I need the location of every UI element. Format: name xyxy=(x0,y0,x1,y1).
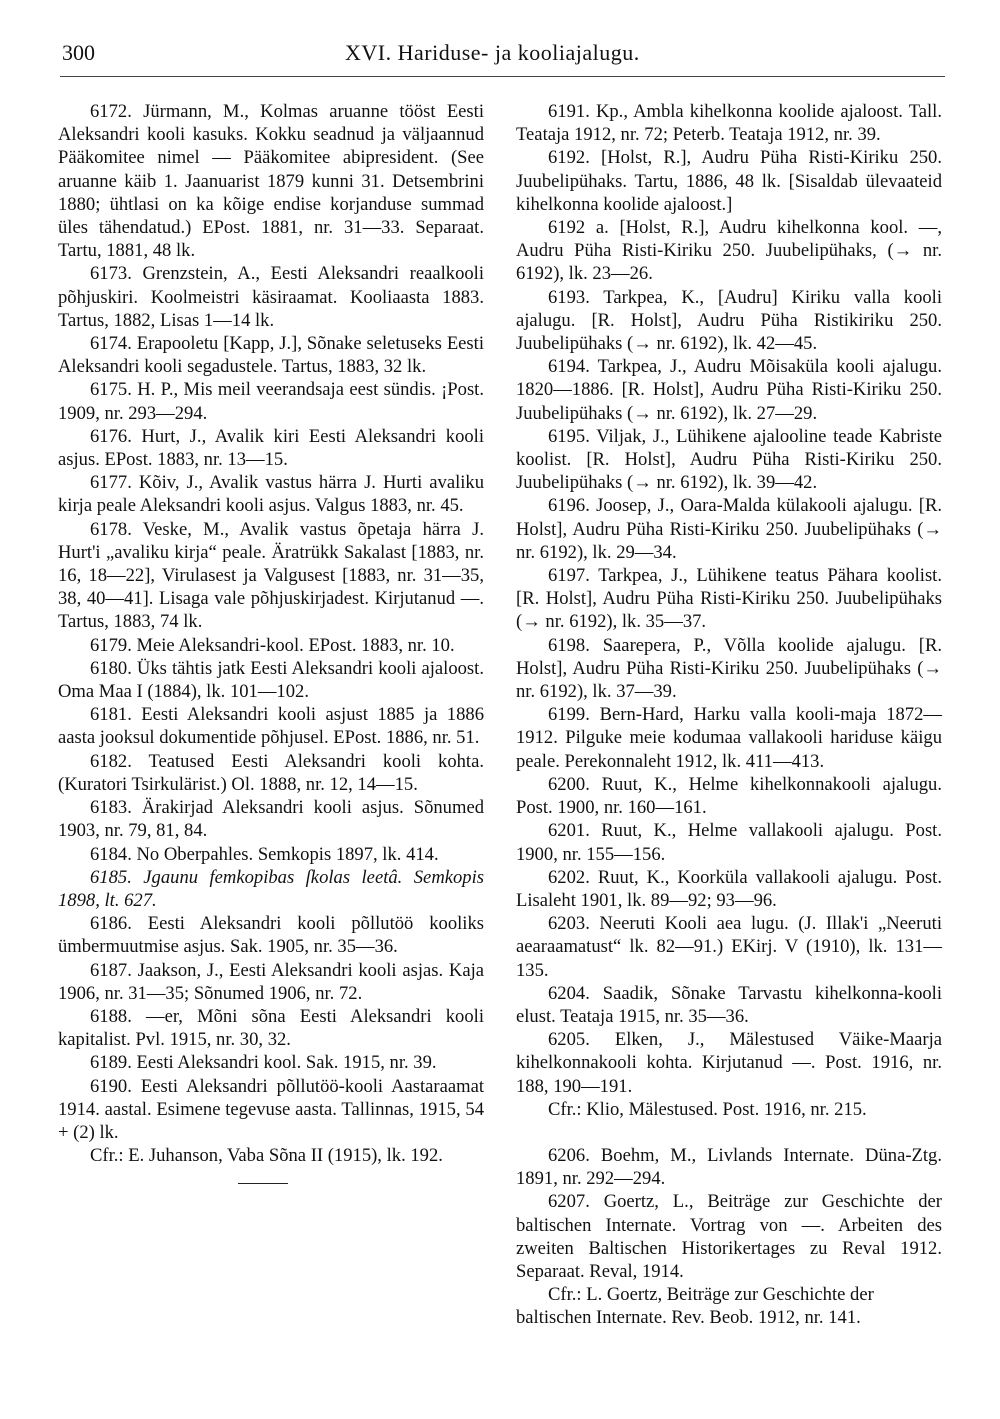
entry-6191: 6191. Kp., Ambla kihelkonna koolide ajaloost. Tall. Teataja 1912, nr. 72; Peterb. Teataja 1912, nr. 39. xyxy=(516,101,942,146)
entry-6192a: 6192 a. [Holst, R.], Audru kihelkonna kool. —, Audru Püha Risti-Kiriku 250. Juubelipühaks, (→ nr. 6192), lk. 23—26. xyxy=(516,217,942,285)
entry-6196: 6196. Joosep, J., Oara-Malda külakooli ajalugu. [R. Holst], Audru Püha Risti-Kiriku 250. Juubelipühaks (→ nr. 6192), lk. 29—34. xyxy=(516,495,942,563)
entry-6195: 6195. Viljak, J., Lühikene ajalooline teade Kabriste koolist. [R. Holst], Audru Püha Risti-Kiriku 250. Juubelipühaks (→ nr. 6192), lk. 39—42. xyxy=(516,425,942,494)
page-number: 300 xyxy=(62,40,95,65)
left-column xyxy=(58,100,484,1184)
entry-6179: 6179. Meie Aleksandri-kool. EPost. 1883, nr. 10. xyxy=(90,634,455,656)
entry-6183: 6183. Ärakirjad Aleksandri kooli asjus. Sõnumed 1903, nr. 79, 81, 84. xyxy=(58,797,484,842)
section-end-rule xyxy=(238,1183,288,1184)
entry-6184: 6184. No Oberpahles. Semkopis 1897, lk. 414. xyxy=(90,843,439,865)
entry-6192: 6192. [Holst, R.], Audru Püha Risti-Kiriku 250. Juubelipühaks. Tartu, 1886, 48 lk. [Sisaldab ülevaateid kihelkonna koolide ajaloost.] xyxy=(516,147,942,215)
running-head: XVI. Hariduse- ja kooliajalugu. xyxy=(345,40,640,65)
entry-6174: 6174. Erapooletu [Kapp, J.], Sõnake seletuseks Eesti Aleksandri kooli segadustele. Tartus, 1883, 32 lk. xyxy=(58,333,484,378)
entry-6201: 6201. Ruut, K., Helme vallakooli ajalugu. Post. 1900, nr. 155—156. xyxy=(516,820,942,865)
entry-6190: 6190. Eesti Aleksandri põllutöö-kooli Aastaraamat 1914. aastal. Esimene tegevuse aasta. Tallinnas, 1915, 54 + (2) lk. xyxy=(58,1075,484,1143)
section-gap xyxy=(516,1121,942,1144)
header-rule xyxy=(60,76,945,77)
entry-6194: 6194. Tarkpea, J., Audru Mõisaküla kooli ajalugu. 1820—1886. [R. Holst], Audru Püha Risti-Kiriku 250. Juubelipühaks (→ nr. 6192), lk. 27—29. xyxy=(516,356,942,424)
entry-6206: 6206. Boehm, M., Livlands Internate. Düna-Ztg. 1891, nr. 292—294. xyxy=(516,1144,942,1190)
entry-6202: 6202. Ruut, K., Koorküla vallakooli ajalugu. Post. Lisaleht 1901, lk. 89—92; 93—96. xyxy=(516,866,942,911)
entry-6189: 6189. Eesti Aleksandri kool. Sak. 1915, nr. 39. xyxy=(90,1052,437,1074)
entry-6197: 6197. Tarkpea, J., Lühikene teatus Pähara koolist. [R. Holst], Audru Püha Risti-Kiriku 250. Juubelipühaks (→ nr. 6192), lk. 35—37. xyxy=(516,565,942,633)
entry-6205: 6205. Elken, J., Mälestused Väike-Maarja kihelkonnakooli kohta. Kirjutanud —. Post. 1916, nr. 188, 190—191. xyxy=(516,1029,942,1097)
cfr-note: Cfr.: L. Goertz, Beiträge zur Geschichte der baltischen Internate. Rev. Beob. 1912, nr. 141. xyxy=(516,1284,874,1329)
entry-6188: 6188. —er, Mõni sõna Eesti Aleksandri kooli kapitalist. Pvl. 1915, nr. 30, 32. xyxy=(58,1005,484,1051)
entry-6177: 6177. Kõiv, J., Avalik vastus härra J. Hurti avaliku kirja peale Aleksandri kooli asjus. Valgus 1883, nr. 45. xyxy=(58,472,484,517)
cfr-note: Cfr.: E. Juhanson, Vaba Sõna II (1915), lk. 192. xyxy=(90,1145,443,1167)
entry-6207: 6207. Goertz, L., Beiträge zur Geschichte der baltischen Internate. Vortrag von —. Arbeiten des zweiten Baltischen Historikertages zu Reval 1912. Separaat. Reval, 1914. xyxy=(516,1191,942,1282)
entry-6193: 6193. Tarkpea, K., [Audru] Kiriku valla kooli ajalugu. [R. Holst], Audru Püha Ristikiriku 250. Juubelipühaks (→ nr. 6192), lk. 42—45. xyxy=(516,286,942,355)
entry-6199: 6199. Bern-Hard, Harku valla kooli-maja 1872—1912. Pilguke meie kodumaa vallakooli hariduse käigu peale. Perekonnaleht 1912, lk. 411—413. xyxy=(516,704,942,772)
entry-6173: 6173. Grenzstein, A., Eesti Aleksandri reaalkooli põhjuskiri. Koolmeistri käsiraamat. Kooliaasta 1883. Tartus, 1882, Lisas 1—14 lk. xyxy=(58,263,484,331)
entry-6176: 6176. Hurt, J., Avalik kiri Eesti Aleksandri kooli asjus. EPost. 1883, nr. 13—15. xyxy=(58,425,484,471)
entry-6178: 6178. Veske, M., Avalik vastus õpetaja härra J. Hurt'i „avaliku kirja“ peale. Äratrükk Sakalast [1883, nr. 16, 18—22], Virulasest ja Valgusest [1883, nr. 31—35, 38, 40—41]. Lisaga vale põhjuskirjadest. Kirjutanud —. Tartus, 1883, 74 lk. xyxy=(58,518,484,633)
entry-6172: 6172. Jürmann, M., Kolmas aruanne tööst Eesti Aleksandri kooli kasuks. Kokku seadnud ja väljaannud Pääkomitee nimel — Pääkomitee abipresident. (See aruanne käib 1. Jaanuarist 1879 kunni 31. Detsembrini 1880; ühtlasi on ka kõige endise korjanduse summad üles tähendatud.) EPost. 1881, nr. 31—33. Separaat. Tartu, 1881, 48 lk. xyxy=(58,101,484,262)
entry-6198: 6198. Saarepera, P., Võlla koolide ajalugu. [R. Holst], Audru Püha Risti-Kiriku 250. Juubelipühaks (→ nr. 6192), lk. 37—39. xyxy=(516,634,942,703)
entry-6187: 6187. Jaakson, J., Eesti Aleksandri kooli asjas. Kaja 1906, nr. 31—35; Sõnumed 1906, nr. 72. xyxy=(58,959,484,1004)
right-column xyxy=(516,100,942,1330)
entry-6180: 6180. Üks tähtis jatk Eesti Aleksandri kooli ajaloost. Oma Maa I (1884), lk. 101—102. xyxy=(58,657,484,703)
entry-6182: 6182. Teatused Eesti Aleksandri kooli kohta. (Kuratori Tsirkulärist.) Ol. 1888, nr. 12, 14—15. xyxy=(58,750,484,795)
entry-6203: 6203. Neeruti Kooli aea lugu. (J. Illak'i „Neeruti aearaamatust“ lk. 82—91.) EKirj. V (1910), lk. 131—135. xyxy=(516,913,942,981)
entry-6181: 6181. Eesti Aleksandri kooli asjust 1885 ja 1886 aasta jooksul dokumentide põhjusel. EPost. 1886, nr. 51. xyxy=(58,704,484,749)
entry-6200: 6200. Ruut, K., Helme kihelkonnakooli ajalugu. Post. 1900, nr. 160—161. xyxy=(516,773,942,819)
cfr-note: Cfr.: Klio, Mälestused. Post. 1916, nr. 215. xyxy=(548,1098,867,1120)
entry-6185: 6185. Jgaunu femkopibas ſkolas leetâ. Semkopis 1898, lt. 627. xyxy=(58,866,484,911)
entry-6175: 6175. H. P., Mis meil veerandsaja eest sündis. ¡Post. 1909, nr. 293—294. xyxy=(58,379,484,424)
entry-6204: 6204. Saadik, Sõnake Tarvastu kihelkonna-kooli elust. Teataja 1915, nr. 35—36. xyxy=(516,982,942,1027)
entry-6186: 6186. Eesti Aleksandri kooli põllutöö kooliks ümbermuutmise asjus. Sak. 1905, nr. 35—36. xyxy=(58,913,484,958)
